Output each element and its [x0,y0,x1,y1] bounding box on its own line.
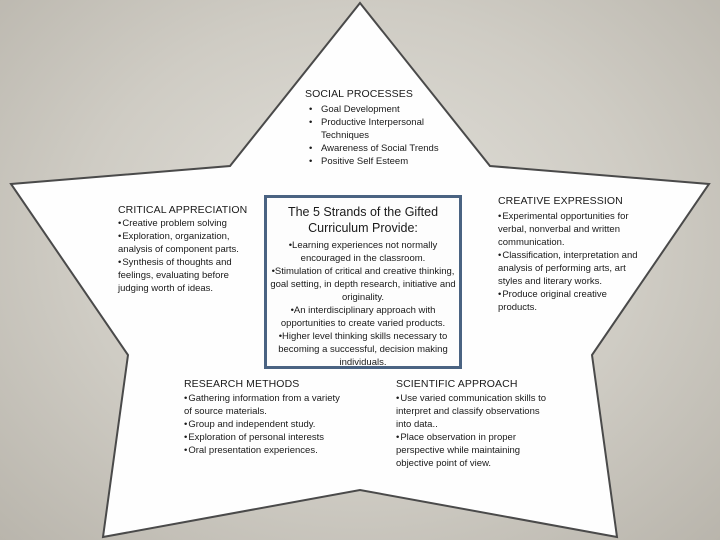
list-item: •Produce original creative products. [498,289,607,313]
list-item: •Gathering information from a variety of source materials. [184,393,340,417]
list-item: •Higher level thinking skills necessary to becoming a successful, decision making individuals. [278,331,448,368]
scientific-approach-section [396,378,554,470]
center-title: The 5 Strands of the Gifted Curriculum Provide: [287,205,439,235]
list-item: •Synthesis of thoughts and feelings, evaluating before judging worth of ideas. [118,257,232,294]
list-item: •Place observation in proper perspective while maintaining objective point of view. [396,432,521,469]
social-processes-section [305,88,445,168]
list-item: •Stimulation of critical and creative thinking, goal setting, in depth research, initiative and originality. [270,266,456,303]
creative-expression-section [498,195,646,314]
critical-appreciation-section [118,204,254,295]
list-item: • Productive Interpersonal Techniques [305,116,445,142]
scientific-approach-heading: SCIENTIFIC APPROACH [396,378,518,390]
research-methods-section [184,378,344,457]
list-item: •Classification, interpretation and analysis of performing arts, art styles and literary works. [498,250,638,287]
list-item: •Exploration, organization, analysis of component parts. [118,231,239,255]
list-item: •Use varied communication skills to interpret and classify observations into data.. [396,393,547,430]
list-item: •An interdisciplinary approach with opportunities to create varied products. [280,305,446,329]
center-summary-box [264,195,462,369]
list-item: • Goal Development [305,103,445,116]
list-item: • Awareness of Social Trends [305,142,445,155]
list-item: •Experimental opportunities for verbal, nonverbal and written communication. [498,211,629,248]
list-item: •Creative problem solving [118,218,227,229]
list-item: •Oral presentation experiences. [184,445,318,456]
research-methods-heading: RESEARCH METHODS [184,378,300,390]
list-item: •Learning experiences not normally encouraged in the classroom. [288,240,438,264]
social-processes-heading: SOCIAL PROCESSES [305,88,413,100]
list-item: •Group and independent study. [184,419,316,430]
creative-expression-heading: CREATIVE EXPRESSION [498,195,623,207]
list-item: •Exploration of personal interests [184,432,325,443]
critical-appreciation-heading: CRITICAL APPRECIATION [118,204,248,216]
list-item: • Positive Self Esteem [305,155,445,168]
social-processes-list [305,103,445,168]
